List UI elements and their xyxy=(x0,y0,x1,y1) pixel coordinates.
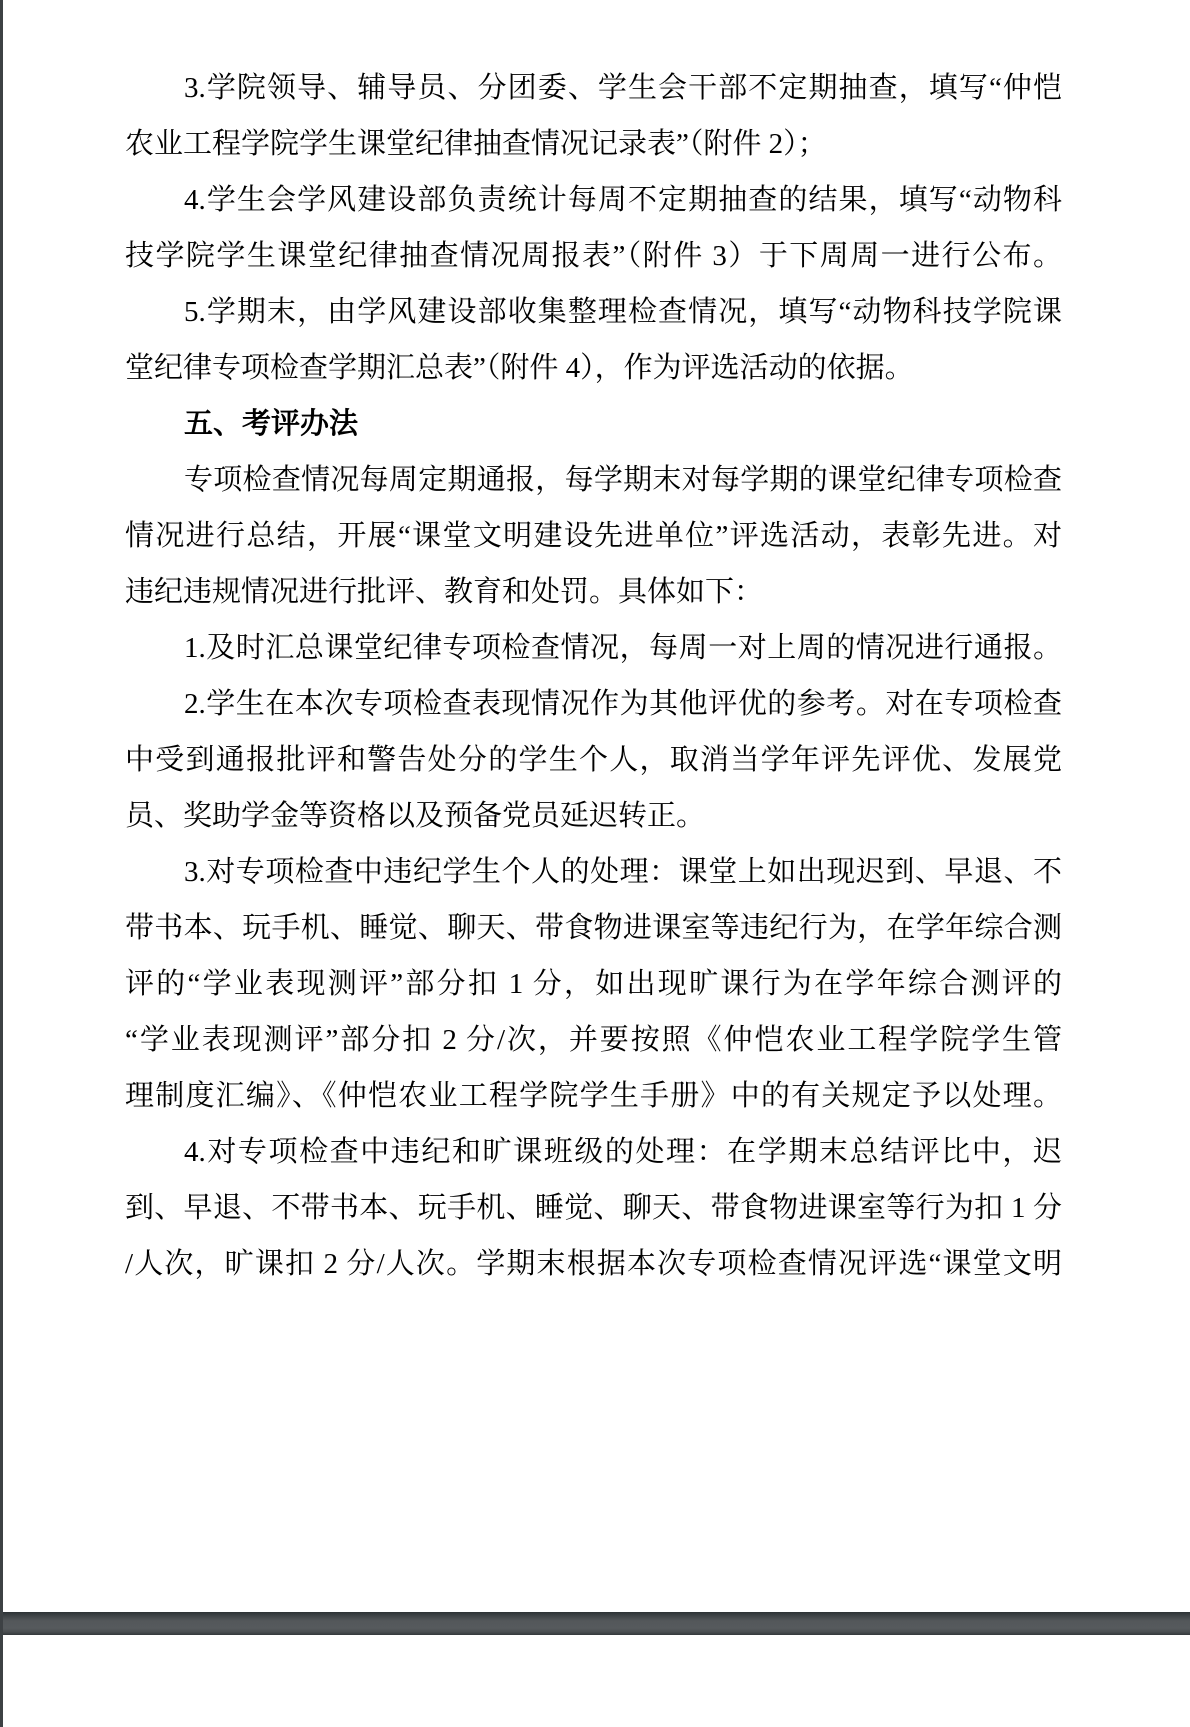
document-page-2 xyxy=(0,1635,1190,1727)
body-text-line: 堂纪律专项检查学期汇总表”（附件 4），作为评选活动的依据。 xyxy=(125,352,914,384)
body-text-line: “学业表现测评”部分扣 2 分/次，并要按照《仲恺农业工程学院学生管 xyxy=(125,1024,1062,1056)
page-gap-bar xyxy=(0,1612,1190,1635)
body-text-line: 到、早退、不带书本、玩手机、睡觉、聊天、带食物进课室等行为扣 1 分 xyxy=(125,1192,1062,1224)
window-left-edge xyxy=(0,0,3,1727)
body-text-line: 4.学生会学风建设部负责统计每周不定期抽查的结果，填写“动物科 xyxy=(184,184,1062,216)
body-text-line: 技学院学生课堂纪律抽查情况周报表”（附件 3）于下周周一进行公布。 xyxy=(125,240,1062,272)
body-text-line: 3.对专项检查中违纪学生个人的处理：课堂上如出现迟到、早退、不 xyxy=(184,856,1062,888)
body-text-line: 违纪违规情况进行批评、教育和处罚。具体如下： xyxy=(125,576,764,608)
body-text-line: 评的“学业表现测评”部分扣 1 分，如出现旷课行为在学年综合测评的 xyxy=(125,968,1062,1000)
section-heading: 五、考评办法 xyxy=(184,408,359,440)
body-text-line: 情况进行总结，开展“课堂文明建设先进单位”评选活动，表彰先进。对 xyxy=(125,520,1062,552)
body-text-line: 专项检查情况每周定期通报，每学期末对每学期的课堂纪律专项检查 xyxy=(184,464,1062,496)
body-text-line: 员、奖助学金等资格以及预备党员延迟转正。 xyxy=(125,800,706,832)
body-text-line: 中受到通报批评和警告处分的学生个人，取消当学年评先评优、发展党 xyxy=(125,744,1062,776)
body-text-line: 理制度汇编》、《仲恺农业工程学院学生手册》中的有关规定予以处理。 xyxy=(125,1080,1062,1112)
body-text-line: 2.学生在本次专项检查表现情况作为其他评优的参考。对在专项检查 xyxy=(184,688,1062,720)
body-text-line: 4.对专项检查中违纪和旷课班级的处理：在学期末总结评比中，迟 xyxy=(184,1136,1062,1168)
body-text-line: 1.及时汇总课堂纪律专项检查情况，每周一对上周的情况进行通报。 xyxy=(184,632,1062,664)
body-text-line: 农业工程学院学生课堂纪律抽查情况记录表”（附件 2）； xyxy=(125,128,827,160)
body-text-line: 带书本、玩手机、睡觉、聊天、带食物进课室等违纪行为，在学年综合测 xyxy=(125,912,1062,944)
body-text-line: 5.学期末，由学风建设部收集整理检查情况，填写“动物科技学院课 xyxy=(184,296,1062,328)
body-text-line: 3.学院领导、辅导员、分团委、学生会干部不定期抽查，填写“仲恺 xyxy=(184,72,1062,104)
document-lines xyxy=(125,60,1062,1292)
body-text-line: /人次，旷课扣 2 分/人次。学期末根据本次专项检查情况评选“课堂文明 xyxy=(125,1248,1062,1280)
